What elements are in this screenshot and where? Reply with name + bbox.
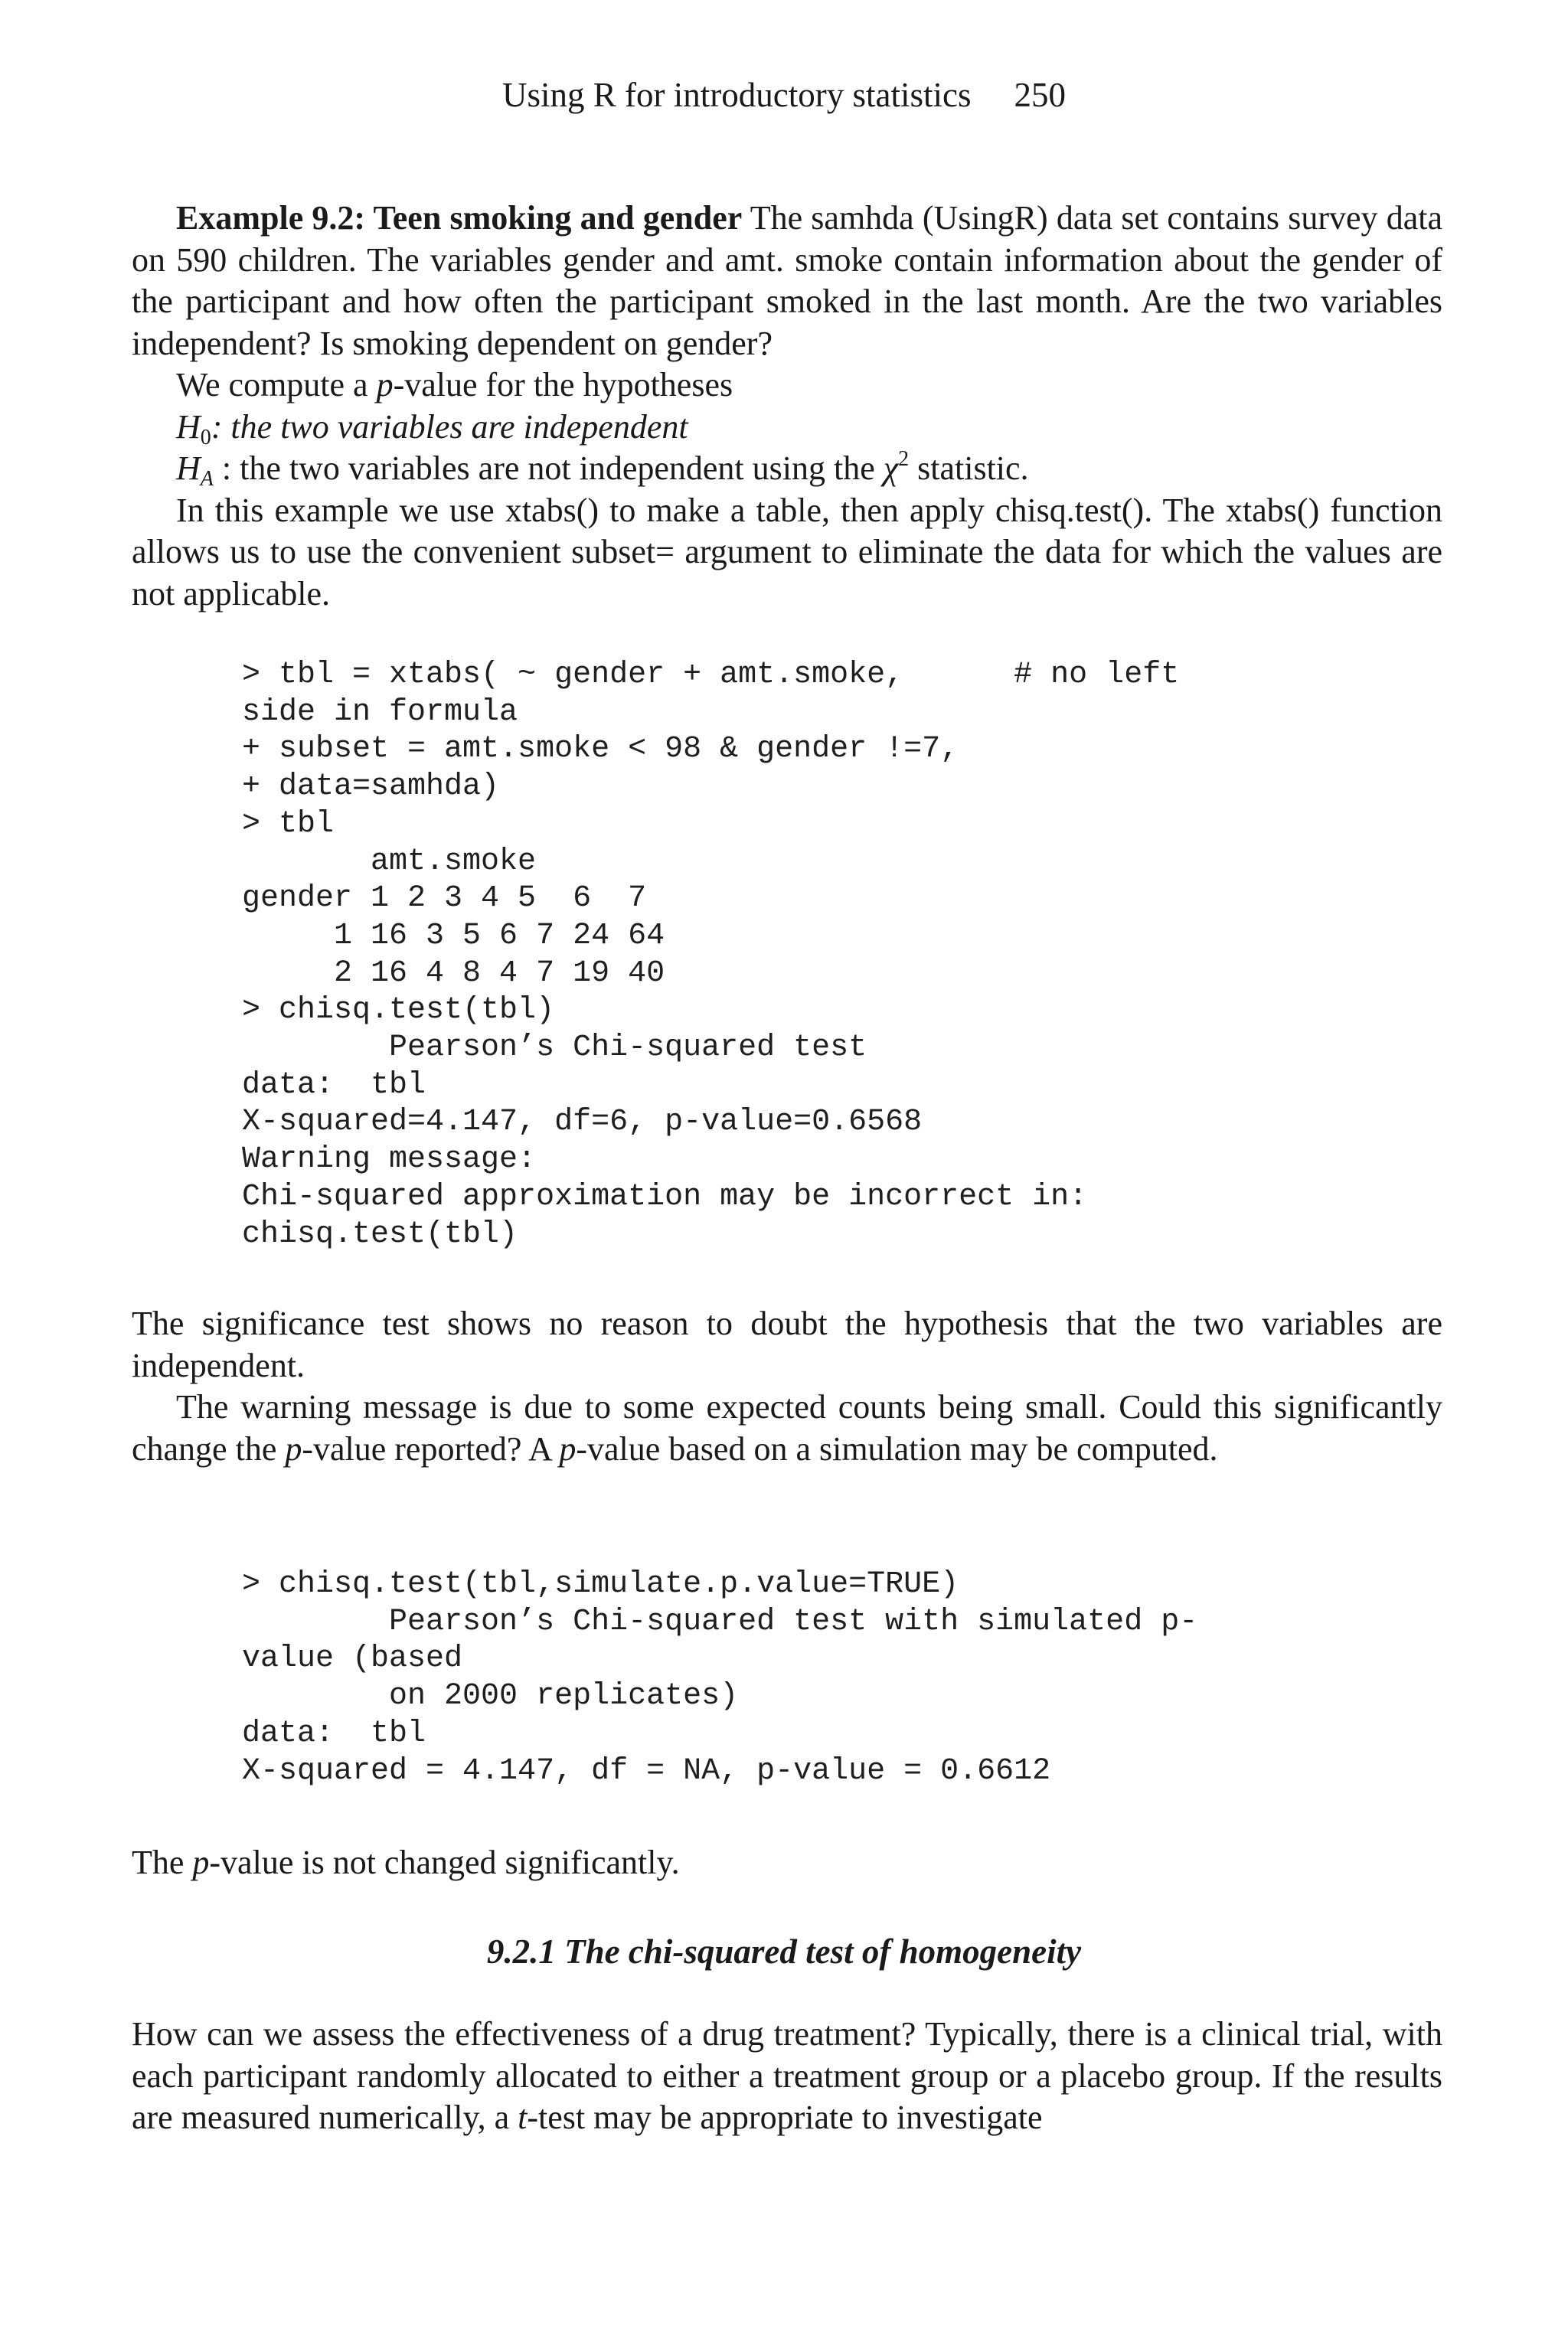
conclusion-paragraph: The p-value is not changed significantly.: [132, 1844, 680, 1881]
after-code-text: [132, 1303, 1442, 1470]
r-code-block-xtabs: > tbl = xtabs( ~ gender + amt.smoke, # no left side in formula + subset = amt.smoke < 98 & gender !=7, + data=samhda) > tbl amt.smoke gender 1 2 3 4 5 6 7 1 16 3 5 6 7 24 64 2 16 4 8 4 7 19 40 > chisq.test(tbl) Pearson’s Chi-squared test data: tbl X-squared=4.147, df=6, p-value=0.6568 Warning message: Chi-squared approximation may be incorrect in: chisq.test(tbl): [242, 658, 1180, 1252]
conclusion-text: [132, 1842, 1442, 1884]
alternative-hypothesis: $H_A$ : the two variables are not independent using the $\chi^2$ statistic.: [176, 447, 1029, 491]
null-hypothesis: $H_0$: the two variables are independent: [176, 407, 688, 449]
r-code-block-simulation: > chisq.test(tbl,simulate.p.value=TRUE) Pearson’s Chi-squared test with simulated p- value (based on 2000 replicates) data: tbl X-squared = 4.147, df = NA, p-value = 0.6612: [242, 1567, 1198, 1788]
chi-symbol: χ: [883, 449, 899, 487]
section-heading: 9.2.1 The chi-squared test of homogeneity: [486, 1932, 1082, 1971]
example-intro-text: The samhda (UsingR) data set contains survey data on 590 children. The variables gender and amt. smoke contain information about the gender of the participant and how often the participant smoked in the last month. Are the two variables independent? Is smoking dependent on gender?: [132, 199, 1442, 362]
method-paragraph: In this example we use xtabs() to make a table, then apply chisq.test(). The xtabs() function allows us to use the convenient subset= argument to eliminate the data for which the values are not applicable.: [132, 491, 1442, 612]
running-title: Using R for introductory statistics: [502, 76, 972, 114]
example-intro-paragraph: [132, 198, 1442, 364]
page-number: 250: [1014, 76, 1066, 114]
example-block: [132, 198, 1442, 615]
significance-paragraph: The significance test shows no reason to doubt the hypothesis that the two variables are independent.: [132, 1305, 1442, 1384]
homogeneity-text: [132, 2014, 1442, 2139]
warning-paragraph: The warning message is due to some expected counts being small. Could this significantly change the p-value reported? A p-value based on a simulation may be computed.: [132, 1388, 1442, 1468]
example-label: Example 9.2: Teen smoking and gender: [176, 199, 743, 237]
homogeneity-paragraph: How can we assess the effectiveness of a drug treatment? Typically, there is a clinical trial, with each participant randomly allocated to either a treatment group or a placebo group. If the results are measured numerically, a t-test may be appropriate to investigate: [132, 2015, 1442, 2136]
running-header: [0, 75, 1568, 115]
compute-paragraph: We compute a p-value for the hypotheses: [176, 366, 733, 403]
